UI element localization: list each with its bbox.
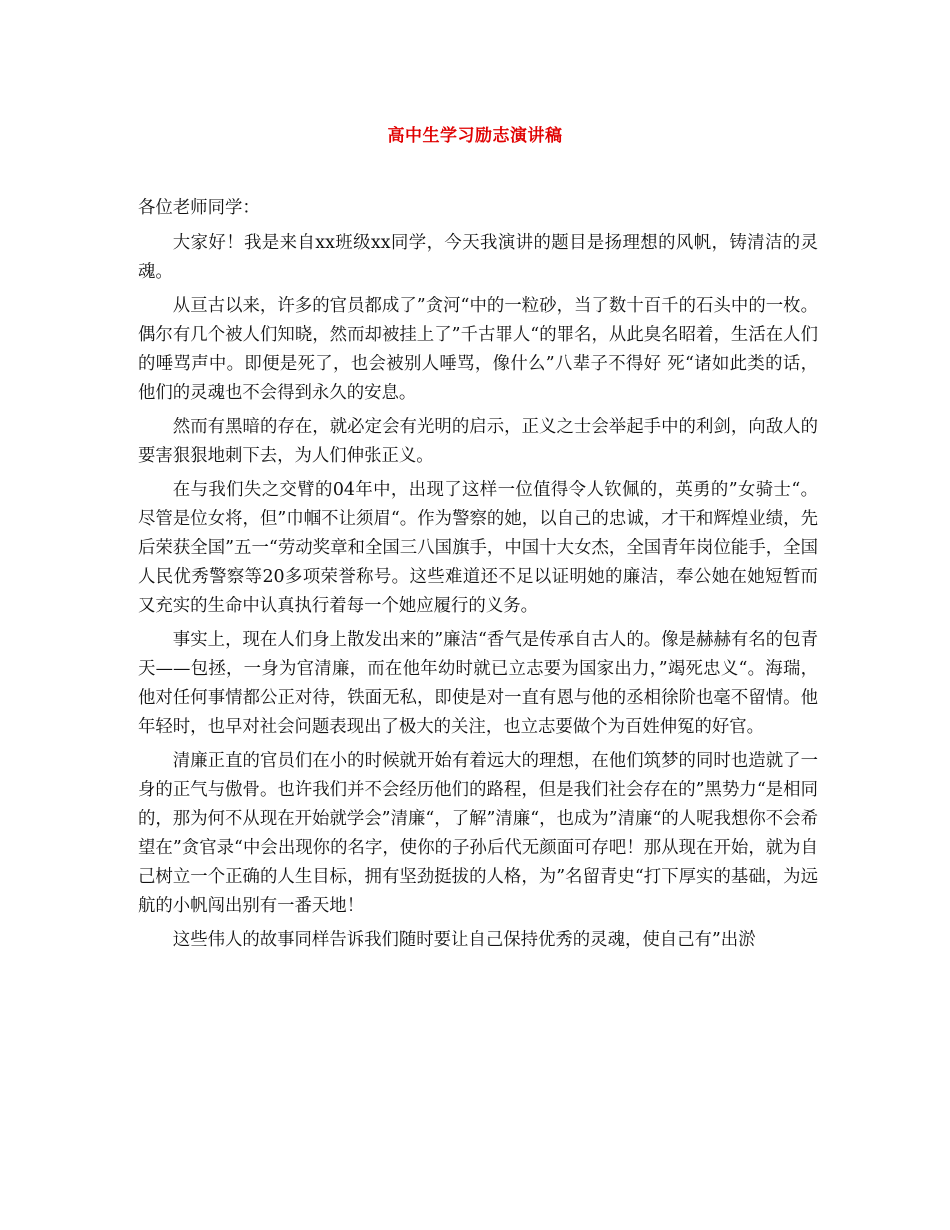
paragraph: 从亘古以来，许多的官员都成了”贪河“中的一粒砂，当了数十百千的石头中的一枚。偶尔有几个被人们知晓，然而却被挂上了”千古罪人“的罪名，从此臭名昭着，生活在人们的唾骂声中。即便是死了，也会被别人唾骂，像什么”八辈子不得好 死“诸如此类的话，他们的灵魂也不会得到永久的安息。 <box>138 296 818 403</box>
paragraph: 大家好！我是来自xx班级xx同学，今天我演讲的题目是扬理想的风帆，铸清洁的灵魂。 <box>138 233 818 282</box>
paragraph: 然而有黑暗的存在，就必定会有光明的启示，正义之士会举起手中的利剑，向敌人的要害狠狠地刺下去，为人们伸张正义。 <box>138 417 818 466</box>
document-title: 高中生学习励志演讲稿 <box>387 126 563 146</box>
greeting-line: 各位老师同学： <box>138 198 260 218</box>
paragraph: 这些伟人的故事同样告诉我们随时要让自己保持优秀的灵魂，使自己有”出淤 <box>172 930 756 950</box>
paragraph: 事实上，现在人们身上散发出来的”廉洁“香气是传承自古人的。像是赫赫有名的包青天——包拯，一身为官清廉，而在他年幼时就已立志要为国家出力，”竭死忠义“。海瑞，他对任何事情都公正对待，铁面无私，即使是对一直有恩与他的丞相徐阶也毫不留情。他年轻时，也早对社会问题表现出了极大的关注，也立志要做个为百姓伸冤的好官。 <box>138 630 818 737</box>
paragraph: 在与我们失之交臂的04年中，出现了这样一位值得令人钦佩的，英勇的”女骑士“。尽管是位女将，但”巾帼不让须眉“。作为警察的她，以自己的忠诚，才干和辉煌业绩，先后荣获全国”五一“劳动奖章和全国三八国旗手，中国十大女杰，全国青年岗位能手，全国人民优秀警察等20多项荣誉称号。这些难道还不足以证明她的廉洁，奉公她在她短暂而又充实的生命中认真执行着每一个她应履行的义务。 <box>138 480 818 616</box>
paragraph: 清廉正直的官员们在小的时候就开始有着远大的理想，在他们筑梦的同时也造就了一身的正气与傲骨。也许我们并不会经历他们的路程，但是我们社会存在的”黑势力“是相同的，那为何不从现在开始就学会”清廉“，了解”清廉“，也成为”清廉“的人呢我想你不会希望在”贪官录“中会出现你的名字，使你的子孙后代无颜面可存吧！那从现在开始，就为自己树立一个正确的人生目标，拥有坚劲挺拔的人格，为”名留青史“打下厚实的基础，为远航的小帆闯出别有一番天地！ <box>138 751 818 916</box>
document-body <box>138 194 818 960</box>
